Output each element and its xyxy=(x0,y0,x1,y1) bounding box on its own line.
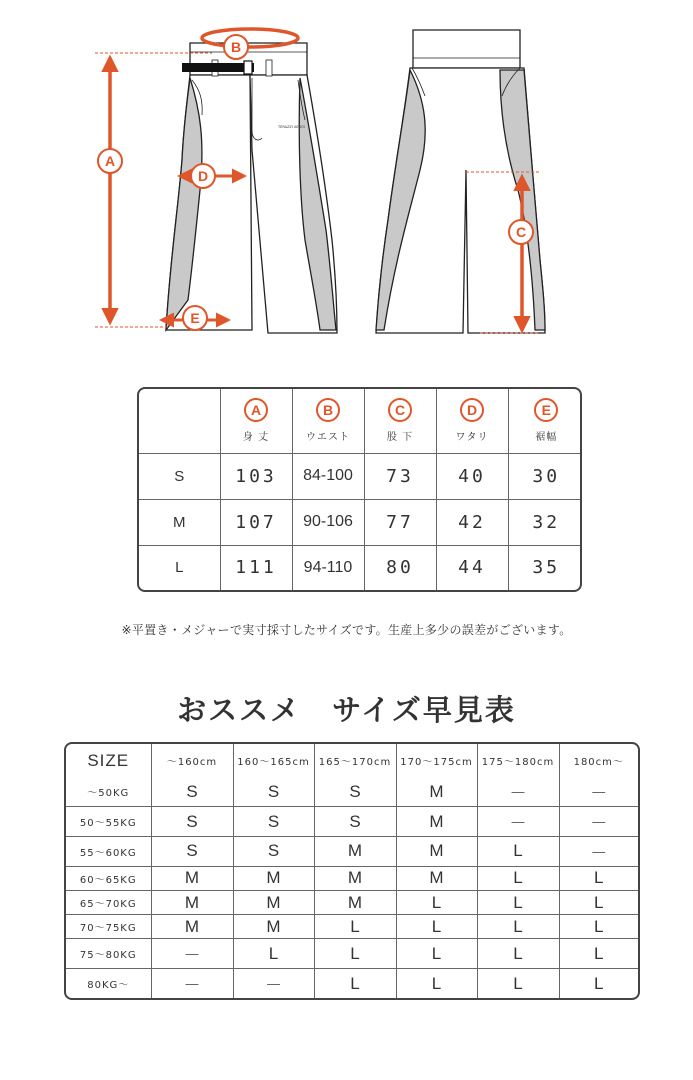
recommend-cell: M xyxy=(396,837,477,867)
recommend-cell: L xyxy=(559,915,638,939)
value-d: 40 xyxy=(436,453,508,499)
value-e: 35 xyxy=(508,545,582,590)
value-a: 103 xyxy=(220,453,292,499)
recommend-cell: － xyxy=(151,939,233,969)
table-row xyxy=(139,545,582,590)
recommend-cell: M xyxy=(396,866,477,890)
recommend-cell: M xyxy=(314,891,396,915)
value-d: 42 xyxy=(436,499,508,545)
measurement-note: ※平置き・メジャーで実寸採寸したサイズです。生産上多少の誤差がございます。 xyxy=(121,623,572,637)
weight-label: 55～60KG xyxy=(66,837,151,867)
pants-back-view xyxy=(376,30,545,333)
recommend-cell: L xyxy=(477,969,559,998)
recommend-cell: － xyxy=(477,777,559,806)
value-e: 30 xyxy=(508,453,582,499)
recommend-row xyxy=(66,969,638,998)
value-b: 90-106 xyxy=(292,499,364,545)
weight-label: ～50KG xyxy=(66,777,151,806)
value-a: 111 xyxy=(220,545,292,590)
recommend-row xyxy=(66,866,638,890)
value-c: 77 xyxy=(364,499,436,545)
recommend-cell: M xyxy=(151,891,233,915)
height-header: 170～175cm xyxy=(396,744,477,777)
height-header: 180cm～ xyxy=(559,744,638,777)
corner-cell xyxy=(139,389,220,453)
pants-measurement-diagram xyxy=(0,0,693,345)
recommend-cell: － xyxy=(559,777,638,806)
header-c: C 股 下 xyxy=(364,389,436,453)
recommend-cell: M xyxy=(151,915,233,939)
weight-label: 60～65KG xyxy=(66,866,151,890)
recommend-cell: S xyxy=(151,837,233,867)
height-header: ～160cm xyxy=(151,744,233,777)
recommend-cell: － xyxy=(151,969,233,998)
recommend-cell: S xyxy=(233,807,314,837)
recommend-header-row xyxy=(66,744,638,777)
header-a: A 身 丈 xyxy=(220,389,292,453)
recommend-row xyxy=(66,891,638,915)
recommend-row xyxy=(66,939,638,969)
recommend-cell: L xyxy=(396,939,477,969)
recommend-row xyxy=(66,807,638,837)
recommend-cell: M xyxy=(233,891,314,915)
recommend-cell: L xyxy=(233,939,314,969)
recommend-cell: L xyxy=(314,939,396,969)
value-e: 32 xyxy=(508,499,582,545)
recommend-table xyxy=(64,742,640,1000)
size-label: S xyxy=(139,453,220,499)
pants-front-view xyxy=(166,43,337,333)
marker-a: A xyxy=(104,153,116,169)
value-c: 73 xyxy=(364,453,436,499)
recommend-cell: M xyxy=(396,807,477,837)
size-label: L xyxy=(139,545,220,590)
recommend-cell: － xyxy=(233,969,314,998)
height-header: 175～180cm xyxy=(477,744,559,777)
recommend-cell: L xyxy=(559,939,638,969)
recommend-cell: L xyxy=(477,939,559,969)
recommend-cell: － xyxy=(559,807,638,837)
recommend-cell: L xyxy=(559,969,638,998)
belt-strap xyxy=(182,63,254,72)
header-b: B ウエスト xyxy=(292,389,364,453)
marker-c: C xyxy=(515,224,527,240)
measurement-table xyxy=(137,387,582,592)
marker-e: E xyxy=(190,310,200,326)
marker-b: B xyxy=(230,39,242,55)
value-a: 107 xyxy=(220,499,292,545)
value-b: 84-100 xyxy=(292,453,364,499)
recommend-row xyxy=(66,777,638,806)
value-c: 80 xyxy=(364,545,436,590)
recommend-cell: L xyxy=(314,969,396,998)
recommend-cell: S xyxy=(314,777,396,806)
recommend-cell: S xyxy=(233,837,314,867)
recommend-cell: L xyxy=(396,915,477,939)
header-e: E 裾幅 xyxy=(508,389,582,453)
value-b: 94-110 xyxy=(292,545,364,590)
value-d: 44 xyxy=(436,545,508,590)
recommend-cell: S xyxy=(233,777,314,806)
recommend-cell: S xyxy=(151,807,233,837)
brand-tag: TERAZZI AEDOI xyxy=(278,125,306,129)
recommend-cell: L xyxy=(396,969,477,998)
recommend-cell: M xyxy=(233,915,314,939)
table-row xyxy=(139,453,582,499)
recommend-cell: L xyxy=(559,866,638,890)
recommend-cell: S xyxy=(151,777,233,806)
recommend-cell: L xyxy=(477,837,559,867)
recommend-cell: M xyxy=(314,837,396,867)
table-row xyxy=(139,499,582,545)
weight-label: 70～75KG xyxy=(66,915,151,939)
height-header: 160～165cm xyxy=(233,744,314,777)
recommend-cell: S xyxy=(314,807,396,837)
recommend-cell: M xyxy=(151,866,233,890)
recommend-cell: L xyxy=(477,915,559,939)
header-d: D ワタリ xyxy=(436,389,508,453)
table-header-row xyxy=(139,389,582,453)
recommend-cell: L xyxy=(559,891,638,915)
recommend-cell: M xyxy=(314,866,396,890)
weight-label: 50～55KG xyxy=(66,807,151,837)
recommend-cell: L xyxy=(396,891,477,915)
recommend-cell: － xyxy=(559,837,638,867)
recommend-cell: L xyxy=(477,866,559,890)
height-header: 165～170cm xyxy=(314,744,396,777)
recommend-cell: L xyxy=(477,891,559,915)
weight-label: 80KG～ xyxy=(66,969,151,998)
recommend-row xyxy=(66,837,638,867)
recommend-title: おススメ サイズ早見表 xyxy=(177,693,516,727)
weight-label: 75～80KG xyxy=(66,939,151,969)
size-corner: SIZE xyxy=(66,744,151,777)
size-label: M xyxy=(139,499,220,545)
recommend-row xyxy=(66,915,638,939)
recommend-cell: M xyxy=(233,866,314,890)
recommend-cell: － xyxy=(477,807,559,837)
weight-label: 65～70KG xyxy=(66,891,151,915)
recommend-cell: M xyxy=(396,777,477,806)
marker-d: D xyxy=(197,168,209,184)
recommend-cell: L xyxy=(314,915,396,939)
